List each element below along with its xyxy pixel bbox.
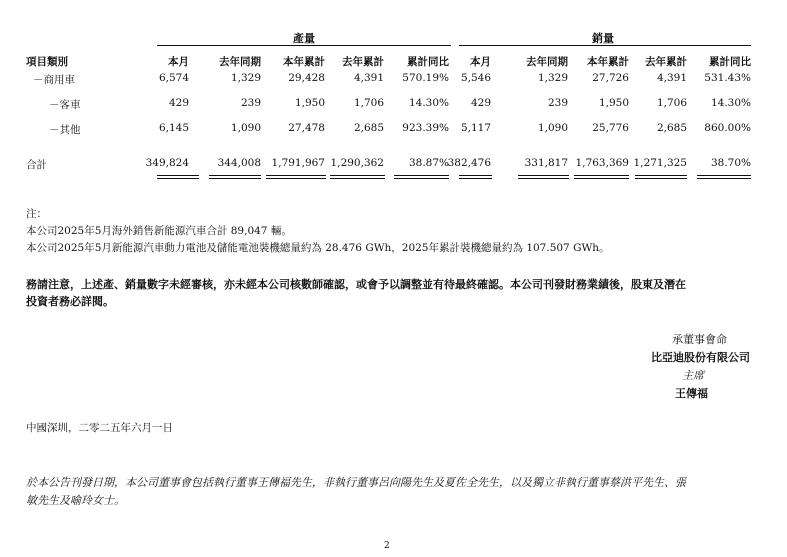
table-cell: 27,726: [592, 72, 629, 84]
table-cell: 1,706: [656, 97, 687, 109]
table-total-row: [0, 157, 787, 173]
table-cell: 4,391: [353, 72, 384, 84]
page-number: 2: [384, 541, 390, 551]
table-cell: 1,329: [230, 72, 261, 84]
col-header: 本月: [470, 56, 491, 68]
signature-company: 比亞迪股份有限公司: [651, 351, 750, 364]
total-double-underline: [157, 175, 199, 179]
total-cell: 349,824: [145, 157, 189, 169]
table-cell: 239: [240, 97, 261, 109]
table-cell: 923.39%: [402, 122, 449, 134]
warning-line-1: 務請注意，上述產、銷量數字未經審核，亦未經本公司核數師確認，或會予以調整並有待最終確認。本公司刊發財務業績後，股東及潛在: [26, 278, 686, 291]
place-date: 中國深圳，二零二五年六月一日: [26, 422, 173, 434]
col-header: 累計同比: [709, 56, 751, 68]
row-label: －商用車: [33, 74, 75, 86]
total-double-underline: [518, 175, 569, 179]
signature-name: 王傳福: [675, 387, 708, 400]
directors-line-2: 敏先生及喻玲女士。: [26, 494, 125, 507]
directors-line-1: 於本公告刊發日期，本公司董事會包括執行董事王傳福先生，非執行董事呂向陽先生及夏佐全先生，以及獨立非執行董事蔡洪平先生、張: [26, 476, 686, 489]
total-cell: 331,817: [524, 157, 568, 169]
total-cell: 1,271,325: [633, 157, 687, 169]
notes-title: 注：: [26, 208, 47, 220]
signature-title: 主席: [682, 369, 704, 382]
table-cell: 5,117: [460, 122, 491, 134]
table-cell: 1,090: [537, 122, 568, 134]
col-header: 去年同期: [526, 56, 568, 68]
table-cell: 1,950: [598, 97, 629, 109]
table-cell: 14.30%: [710, 97, 751, 109]
table-cell: 531.43%: [704, 72, 751, 84]
signature-by-order: 承董事會命: [672, 333, 727, 346]
table-cell: 429: [168, 97, 189, 109]
row-label: －客車: [49, 99, 81, 111]
total-cell: 38.70%: [710, 157, 751, 169]
total-double-underline: [209, 175, 261, 179]
table-cell: 4,391: [656, 72, 687, 84]
table-row: [0, 122, 787, 138]
table-cell: 25,776: [592, 122, 629, 134]
sales-group-header: 銷量: [592, 32, 614, 45]
col-header: 本月: [168, 56, 189, 68]
table-cell: 1,090: [230, 122, 261, 134]
total-cell: 344,008: [217, 157, 261, 169]
table-cell: 2,685: [353, 122, 384, 134]
table-cell: 6,145: [158, 122, 189, 134]
table-header-row: [0, 54, 787, 70]
table-cell: 239: [547, 97, 568, 109]
total-cell: 1,791,967: [271, 157, 325, 169]
table-cell: 5,546: [460, 72, 491, 84]
table-cell: 860.00%: [704, 122, 751, 134]
sales-group-underline: [459, 45, 751, 46]
total-double-underline: [459, 175, 492, 179]
production-group-underline: [157, 45, 451, 46]
table-cell: 6,574: [158, 72, 189, 84]
col-header: 去年同期: [219, 56, 261, 68]
col-header: 去年累計: [342, 56, 384, 68]
table-cell: 1,950: [294, 97, 325, 109]
total-double-underline: [574, 175, 629, 179]
production-group-header: 產量: [293, 32, 315, 45]
total-double-underline: [697, 175, 751, 179]
table-cell: 29,428: [288, 72, 325, 84]
total-double-underline: [394, 175, 449, 179]
warning-line-2: 投資者務必詳閱。: [26, 295, 114, 308]
col-header: 本年累計: [283, 56, 325, 68]
table-cell: 2,685: [656, 122, 687, 134]
table-cell: 429: [470, 97, 491, 109]
table-cell: 570.19%: [402, 72, 449, 84]
total-cell: 1,763,369: [575, 157, 629, 169]
note-line-1: 本公司2025年5月海外銷售新能源汽車合計 89,047 輛。: [26, 225, 292, 237]
total-double-underline: [330, 175, 385, 179]
col-header: 去年累計: [645, 56, 687, 68]
table-cell: 27,478: [288, 122, 325, 134]
total-label: 合計: [26, 159, 47, 171]
table-cell: 1,329: [537, 72, 568, 84]
total-double-underline: [266, 175, 326, 179]
col-header: 本年累計: [587, 56, 629, 68]
table-cell: 1,706: [353, 97, 384, 109]
table-cell: 14.30%: [408, 97, 449, 109]
table-row: [0, 72, 787, 88]
table-row: [0, 97, 787, 113]
col-header: 累計同比: [407, 56, 449, 68]
total-cell: 1,290,362: [330, 157, 384, 169]
category-header: 項目類別: [26, 56, 68, 68]
note-line-2: 本公司2025年5月新能源汽車動力電池及儲能電池裝機總量約為 28.476 GWh，2025年累計裝機總量約為 107.507 GWh。: [26, 242, 610, 254]
total-double-underline: [635, 175, 687, 179]
row-label: －其他: [49, 124, 81, 136]
total-cell: 382,476: [447, 157, 491, 169]
total-cell: 38.87%: [408, 157, 449, 169]
